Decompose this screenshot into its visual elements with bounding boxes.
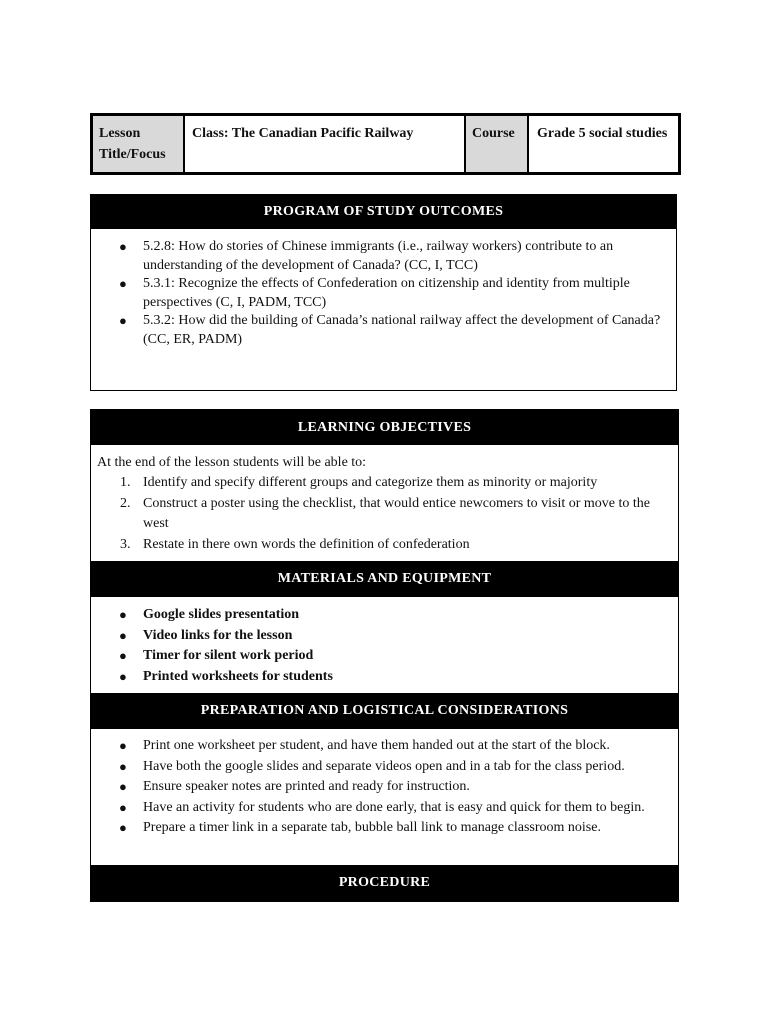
list-item: ● Ensure speaker notes are printed and ready for instruction. [91, 777, 670, 798]
bullet-icon: ● [119, 648, 127, 663]
list-item: ● Print one worksheet per student, and have them handed out at the start of the block. [91, 736, 670, 757]
list-item: ● Prepare a timer link in a separate tab, bubble ball link to manage classroom noise. [91, 818, 670, 839]
lesson-plan-sections [90, 409, 679, 902]
learning-objectives-list [91, 473, 678, 555]
bullet-icon: ● [119, 627, 127, 643]
list-item: ● Timer for silent work period [91, 646, 678, 667]
list-item: 3. Restate in there own words the definition of confederation [120, 536, 470, 552]
bullet-icon: ● [119, 779, 127, 794]
list-item: ● Printed worksheets for students [91, 667, 678, 688]
list-item: 1. Identify and specify different groups and categorize them as minority or majority [120, 475, 598, 490]
list-item: 2. Construct a poster using the checklist, that would entice newcomers to visit or move to the west [120, 495, 651, 531]
preparation-list [91, 736, 670, 839]
bullet-icon: ● [119, 607, 127, 622]
bullet-icon: ● [119, 668, 127, 684]
lesson-header-table [90, 113, 681, 175]
preparation-title: PREPARATION AND LOGISTICAL CONSIDERATIONS [91, 693, 678, 729]
list-item: ● Have an activity for students who are done early, that is easy and quick for them to begin. [91, 798, 670, 819]
list-item: ● Google slides presentation [91, 605, 678, 626]
program-outcomes-title: PROGRAM OF STUDY OUTCOMES [91, 195, 676, 229]
bullet-icon: ● [119, 799, 127, 815]
program-outcomes-section [90, 194, 677, 391]
bullet-icon: ● [119, 276, 127, 291]
bullet-icon: ● [119, 758, 127, 774]
bullet-icon: ● [119, 239, 127, 254]
class-title: Class: The Canadian Pacific Railway [185, 116, 466, 172]
list-item: ● Have both the google slides and separate videos open and in a tab for the class period. [91, 757, 670, 778]
course-label: Course [466, 116, 529, 172]
bullet-icon: ● [119, 738, 127, 753]
list-item: ● 5.3.1: Recognize the effects of Confederation on citizenship and identity from multiple perspectives (C, I, PADM, TCC) [119, 276, 630, 310]
learning-objectives-title: LEARNING OBJECTIVES [91, 410, 678, 445]
materials-list [91, 605, 678, 687]
program-outcomes-list [91, 238, 676, 349]
list-item: ● 5.3.2: How did the building of Canada’s national railway affect the development of Canada? (CC, ER, PADM) [119, 313, 661, 347]
materials-title: MATERIALS AND EQUIPMENT [91, 561, 678, 597]
bullet-icon: ● [119, 313, 127, 328]
learning-objectives-intro: At the end of the lesson students will be able to: [97, 455, 367, 470]
list-item: ● 5.2.8: How do stories of Chinese immigrants (i.e., railway workers) contribute to an understanding of the development of Canada? (CC, I, TCC) [119, 239, 614, 273]
list-item: ● Video links for the lesson [91, 626, 678, 647]
bullet-icon: ● [119, 820, 127, 835]
procedure-title: PROCEDURE [91, 865, 678, 901]
course-value: Grade 5 social studies [537, 126, 668, 141]
lesson-title-label: Lesson Title/Focus [93, 116, 185, 172]
